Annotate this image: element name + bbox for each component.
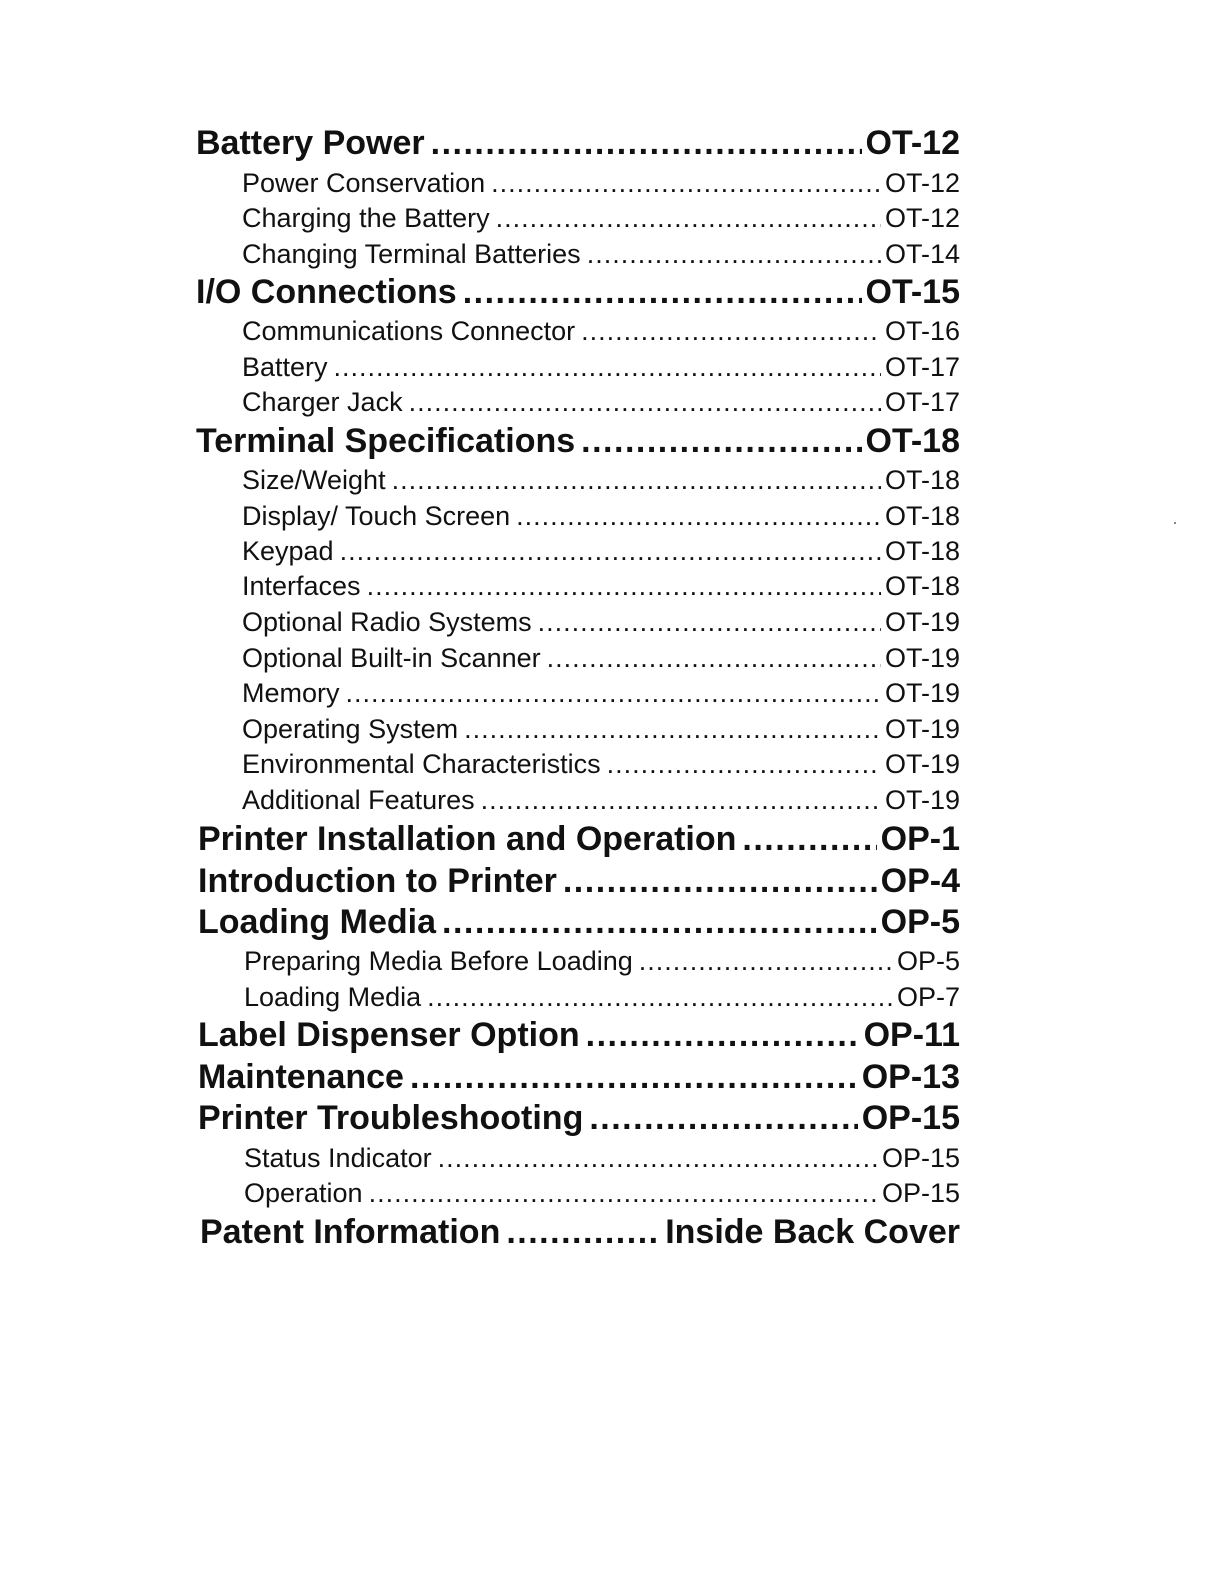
toc-entry-display-touch-screen[interactable] [242, 498, 960, 534]
toc-entry-page: OP-15 [881, 1143, 960, 1173]
toc-entry-page: OT-15 [865, 273, 960, 311]
toc-entry-page: OT-18 [884, 571, 960, 601]
toc-entry-page: OT-17 [884, 387, 960, 417]
toc-entry-label: Loading Media [198, 903, 436, 941]
toc-entry-label: Battery Power [196, 124, 425, 162]
dot-leader [409, 384, 881, 420]
toc-entry-label: Printer Troubleshooting [198, 1099, 584, 1137]
dot-leader [516, 498, 881, 534]
toc-entry-label: I/O Connections [196, 273, 457, 311]
toc-entry-page: OT-19 [884, 643, 960, 673]
dot-leader [464, 711, 881, 747]
toc-entry-label: Maintenance [198, 1058, 404, 1096]
toc-entry-interfaces[interactable] [242, 568, 960, 604]
toc-entry-label: Optional Radio Systems [242, 607, 532, 637]
toc-entry-optional-built-in-scanner[interactable] [242, 640, 960, 676]
toc-entry-label-dispenser-option[interactable] [198, 1014, 960, 1056]
toc-entry-label: Status Indicator [244, 1143, 432, 1173]
dot-leader [438, 1140, 878, 1176]
toc-entry-label: Charging the Battery [242, 203, 490, 233]
toc-entry-page: OT-17 [884, 352, 960, 382]
toc-entry-page: OT-18 [884, 465, 960, 495]
dot-leader [367, 568, 881, 604]
toc-entry-page: OP-15 [881, 1178, 960, 1208]
toc-entry-printer-installation-and-operation[interactable] [198, 818, 960, 860]
dot-leader [427, 979, 893, 1015]
toc-entry-optional-radio-systems[interactable] [242, 604, 960, 640]
toc-entry-charging-the-battery[interactable] [242, 200, 960, 236]
dot-leader [506, 1211, 661, 1253]
toc-entry-charger-jack[interactable] [242, 384, 960, 420]
toc-entry-battery[interactable] [242, 349, 960, 385]
toc-entry-page: OT-12 [865, 124, 960, 162]
toc-entry-page: OT-14 [884, 239, 960, 269]
toc-entry-label: Preparing Media Before Loading [244, 946, 633, 976]
toc-entry-page: Inside Back Cover [665, 1213, 960, 1251]
toc-entry-page: OP-5 [880, 903, 960, 941]
toc-entry-size-weight[interactable] [242, 462, 960, 498]
dot-leader [581, 420, 861, 462]
toc-entry-label: Keypad [242, 536, 334, 566]
dot-leader [334, 349, 881, 385]
toc-entry-page: OT-19 [884, 714, 960, 744]
dot-leader [563, 860, 877, 902]
toc-entry-page: OP-11 [863, 1016, 960, 1054]
toc-entry-patent-information[interactable] [200, 1211, 960, 1253]
toc-entry-page: OT-18 [865, 422, 960, 460]
toc-entry-communications-connector[interactable] [242, 313, 960, 349]
toc-entry-page: OP-4 [880, 862, 960, 900]
toc-entry-power-conservation[interactable] [242, 165, 960, 201]
toc-entry-operating-system[interactable] [242, 711, 960, 747]
toc-entry-label: Label Dispenser Option [198, 1016, 580, 1054]
dot-leader [742, 818, 876, 860]
toc-entry-label: Memory [242, 678, 340, 708]
dot-leader [481, 782, 881, 818]
toc-entry-page: OT-19 [884, 785, 960, 815]
toc-entry-terminal-specifications[interactable] [196, 420, 960, 462]
toc-entry-status-indicator[interactable] [244, 1140, 960, 1176]
dot-leader [586, 1014, 860, 1056]
toc-entry-label: Power Conservation [242, 168, 486, 198]
toc-entry-printer-troubleshooting[interactable] [198, 1097, 960, 1139]
toc-entry-introduction-to-printer[interactable] [198, 860, 960, 902]
toc-entry-additional-features[interactable] [242, 782, 960, 818]
dot-leader [496, 200, 881, 236]
toc-entry-page: OT-16 [884, 316, 960, 346]
toc-entry-battery-power[interactable] [196, 122, 960, 164]
toc-entry-page: OT-18 [884, 501, 960, 531]
dot-leader [639, 943, 893, 979]
dot-leader [340, 533, 881, 569]
toc-entry-label: Loading Media [244, 982, 422, 1012]
toc-entry-preparing-media-before-loading[interactable] [244, 943, 960, 979]
toc-entry-label: Communications Connector [242, 316, 576, 346]
dot-leader [538, 604, 881, 640]
toc-entry-page: OT-12 [884, 203, 960, 233]
toc-entry-page: OT-19 [884, 678, 960, 708]
toc-entry-maintenance[interactable] [198, 1056, 960, 1098]
dot-leader [589, 1097, 857, 1139]
toc-entry-page: OP-13 [861, 1058, 960, 1096]
toc-entry-label: Introduction to Printer [198, 862, 557, 900]
toc-entry-label: Environmental Characteristics [242, 749, 601, 779]
toc-entry-loading-media[interactable] [198, 901, 960, 943]
toc-entry-label: Terminal Specifications [196, 422, 576, 460]
dot-leader [547, 640, 881, 676]
toc-entry-loading-media-sub[interactable] [244, 979, 960, 1015]
toc-entry-label: Additional Features [242, 785, 475, 815]
toc-entry-label: Interfaces [242, 571, 361, 601]
toc-entry-label: Size/Weight [242, 465, 386, 495]
dot-leader [463, 271, 862, 313]
toc-entry-page: OT-19 [884, 749, 960, 779]
toc-entry-label: Patent Information [200, 1213, 501, 1251]
toc-entry-page: OT-18 [884, 536, 960, 566]
dot-leader [431, 122, 862, 164]
dot-leader [410, 1056, 858, 1098]
toc-entry-label: Optional Built-in Scanner [242, 643, 541, 673]
toc-entry-environmental-characteristics[interactable] [242, 746, 960, 782]
dot-leader [607, 746, 881, 782]
dot-leader [346, 675, 881, 711]
toc-entry-page: OP-15 [861, 1099, 960, 1137]
dot-leader [442, 901, 877, 943]
toc-entry-label: Operating System [242, 714, 459, 744]
scan-speck [1174, 522, 1176, 524]
dot-leader [369, 1175, 878, 1211]
toc-entry-page: OT-19 [884, 607, 960, 637]
toc-entry-changing-terminal-batteries[interactable] [242, 236, 960, 272]
toc-entry-page: OT-12 [884, 168, 960, 198]
toc-entry-memory[interactable] [242, 675, 960, 711]
toc-entry-keypad[interactable] [242, 533, 960, 569]
toc-entry-label: Operation [244, 1178, 363, 1208]
toc-entry-page: OP-1 [880, 820, 960, 858]
toc-entry-label: Display/ Touch Screen [242, 501, 511, 531]
toc-entry-page: OP-5 [896, 946, 960, 976]
dot-leader [491, 165, 881, 201]
toc-entry-label: Printer Installation and Operation [198, 820, 737, 858]
dot-leader [581, 313, 881, 349]
toc-entry-page: OP-7 [896, 982, 960, 1012]
dot-leader [392, 462, 881, 498]
toc-entry-label: Changing Terminal Batteries [242, 239, 581, 269]
toc-entry-operation[interactable] [244, 1175, 960, 1211]
dot-leader [587, 236, 881, 272]
toc-entry-label: Charger Jack [242, 387, 403, 417]
toc-entry-io-connections[interactable] [196, 271, 960, 313]
toc-entry-label: Battery [242, 352, 328, 382]
